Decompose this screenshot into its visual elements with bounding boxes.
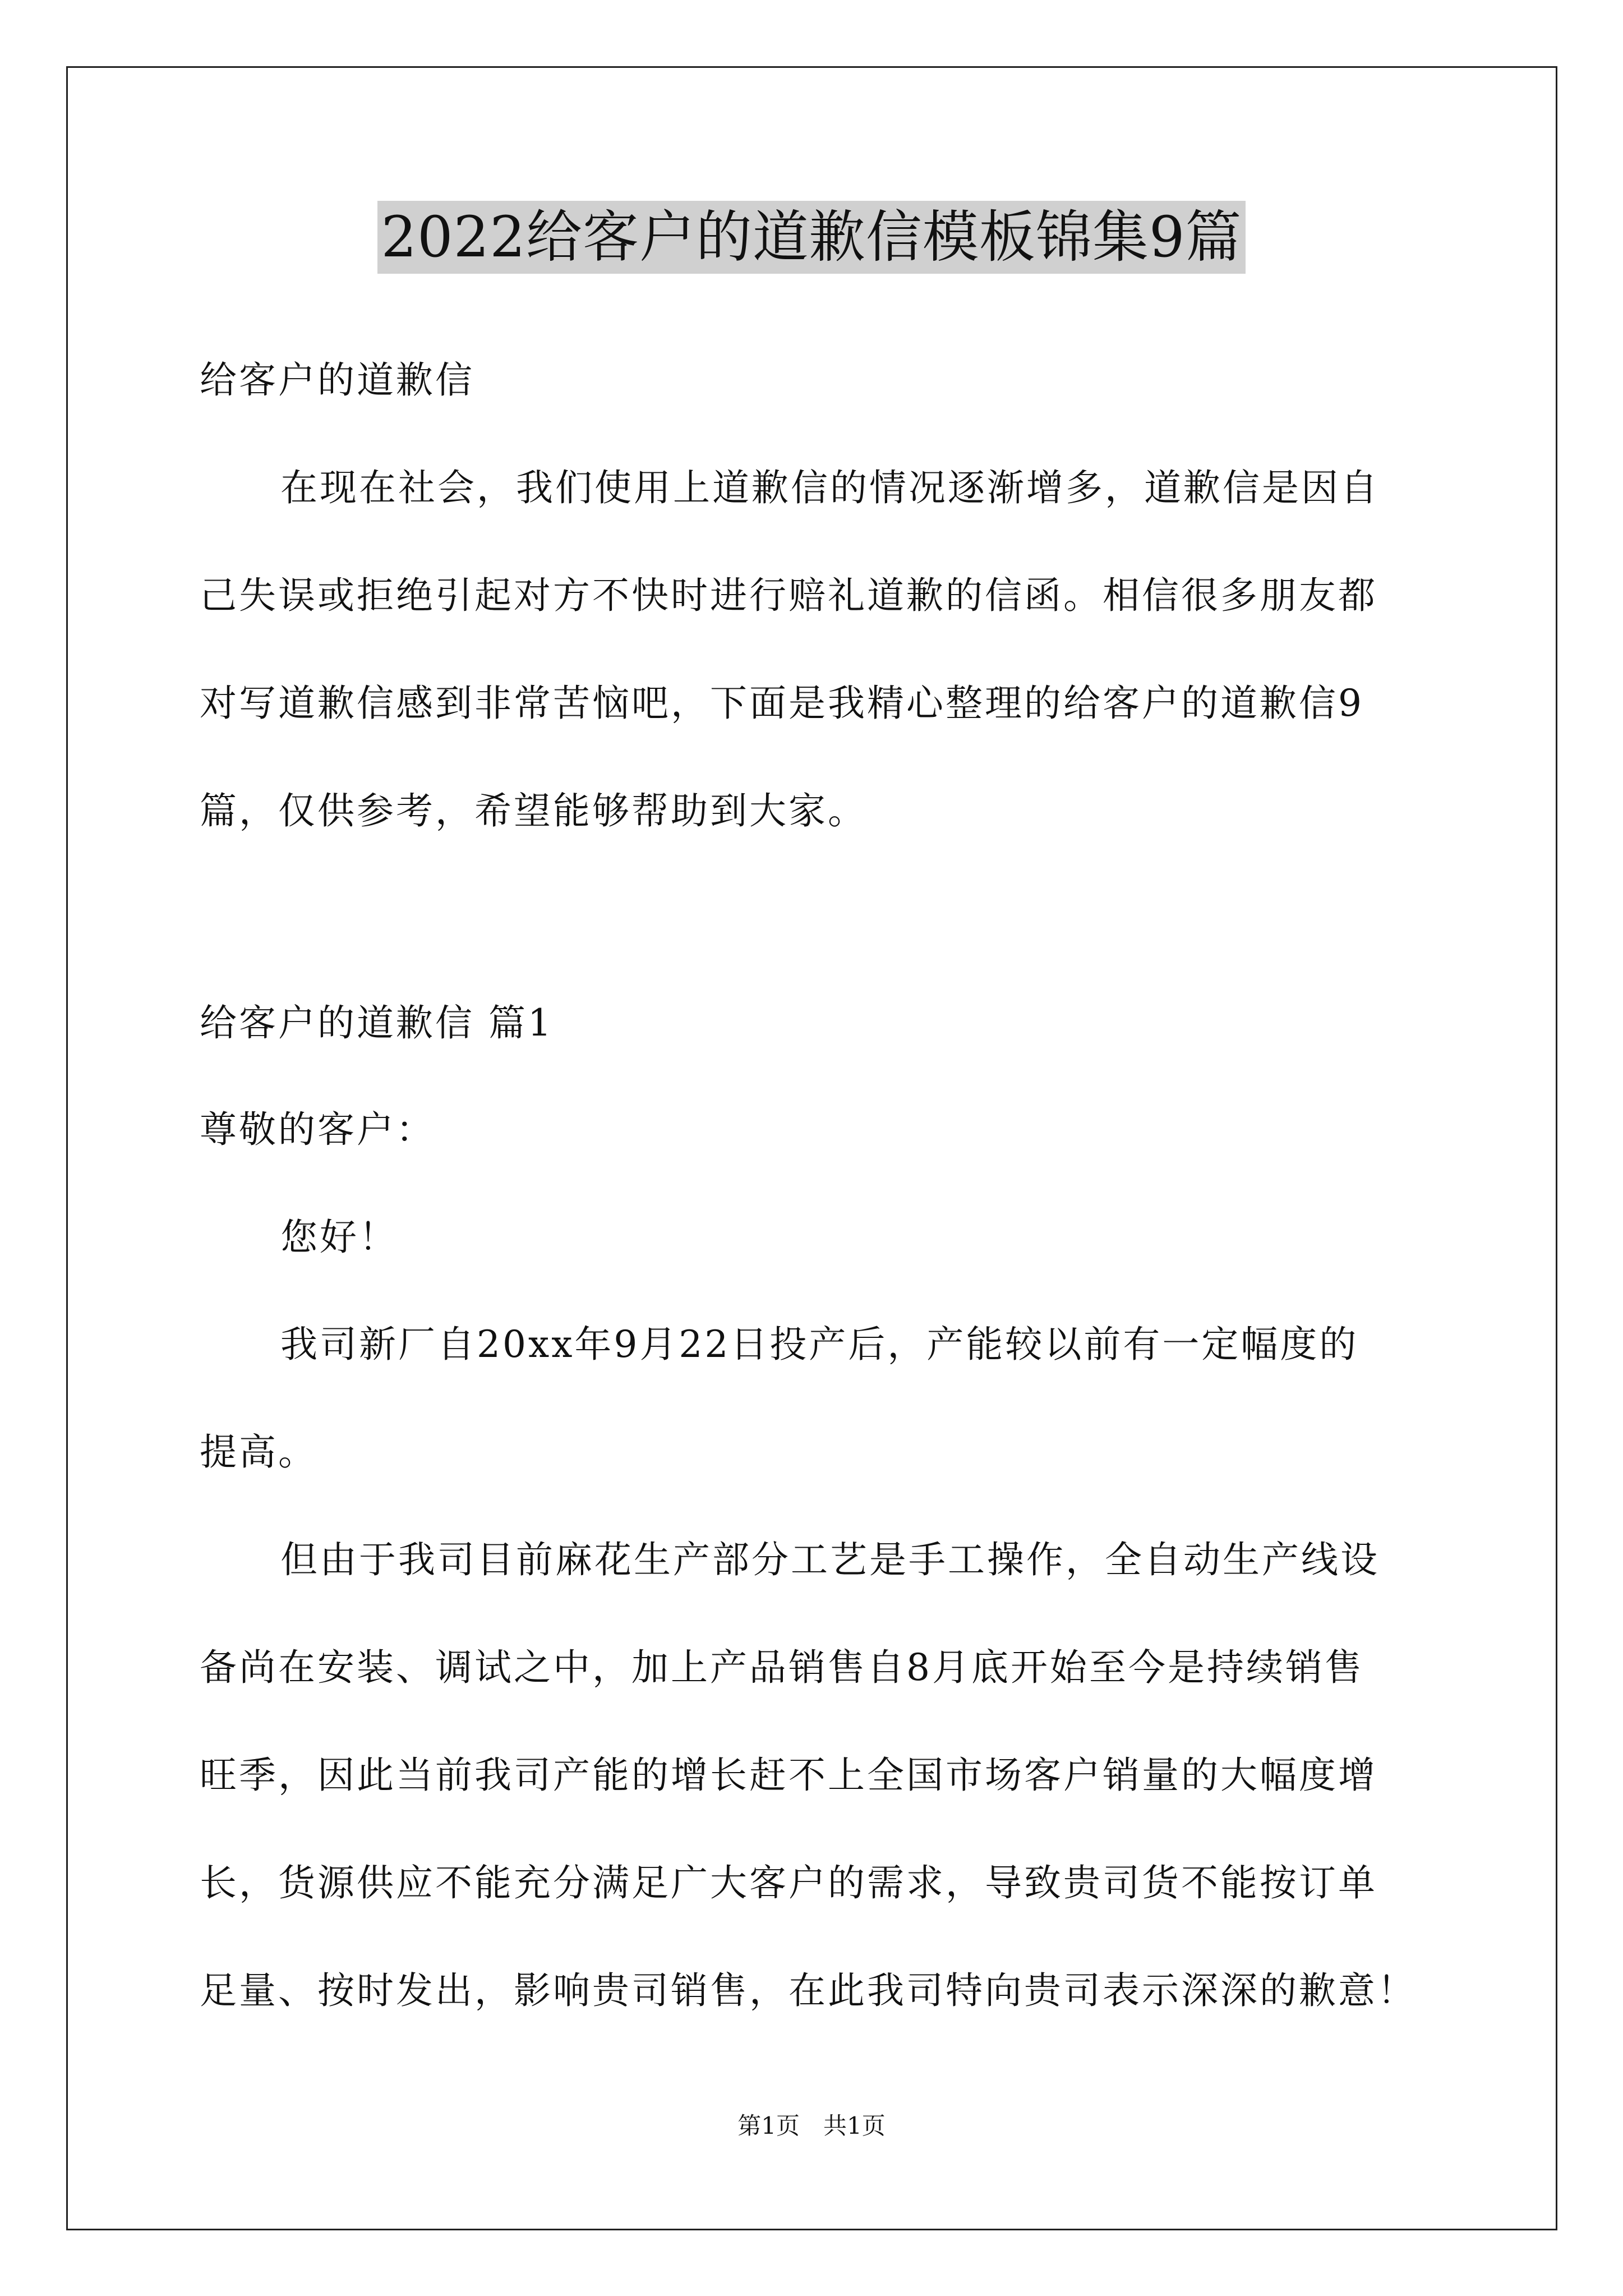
intro-line: 己失误或拒绝引起对方不快时进行赔礼道歉的信函。相信很多朋友都	[200, 574, 1377, 617]
intro-line: 在现在社会，我们使用上道歉信的情况逐渐增多，道歉信是因自	[280, 466, 1380, 509]
paragraph-line: 旺季，因此当前我司产能的增长赶不上全国市场客户销量的大幅度增	[200, 1754, 1377, 1797]
document-heading: 给客户的道歉信	[200, 358, 474, 402]
section-heading: 给客户的道歉信 篇1	[200, 1001, 554, 1045]
paragraph-line: 备尚在安装、调试之中，加上产品销售自8月底开始至今是持续销售	[200, 1646, 1364, 1689]
page-footer: 第1页 共1页	[737, 2112, 886, 2139]
title-container	[0, 201, 1623, 274]
intro-line: 对写道歉信感到非常苦恼吧，下面是我精心整理的给客户的道歉信9	[200, 682, 1364, 725]
paragraph-line: 但由于我司目前麻花生产部分工艺是手工操作，全自动生产线设	[280, 1538, 1380, 1581]
paragraph-line: 我司新厂自20xx年9月22日投产后，产能较以前有一定幅度的	[280, 1323, 1359, 1366]
document-title: 2022给客户的道歉信模板锦集9篇	[377, 201, 1245, 274]
greeting: 您好！	[280, 1216, 398, 1259]
paragraph-line: 足量、按时发出，影响贵司销售，在此我司特向贵司表示深深的歉意！	[200, 1969, 1417, 2012]
paragraph-line: 长，货源供应不能充分满足广大客户的需求，导致贵司货不能按订单	[200, 1861, 1377, 1904]
paragraph-line: 提高。	[200, 1430, 317, 1474]
intro-line: 篇，仅供参考，希望能够帮助到大家。	[200, 789, 867, 832]
salutation: 尊敬的客户：	[200, 1108, 435, 1151]
